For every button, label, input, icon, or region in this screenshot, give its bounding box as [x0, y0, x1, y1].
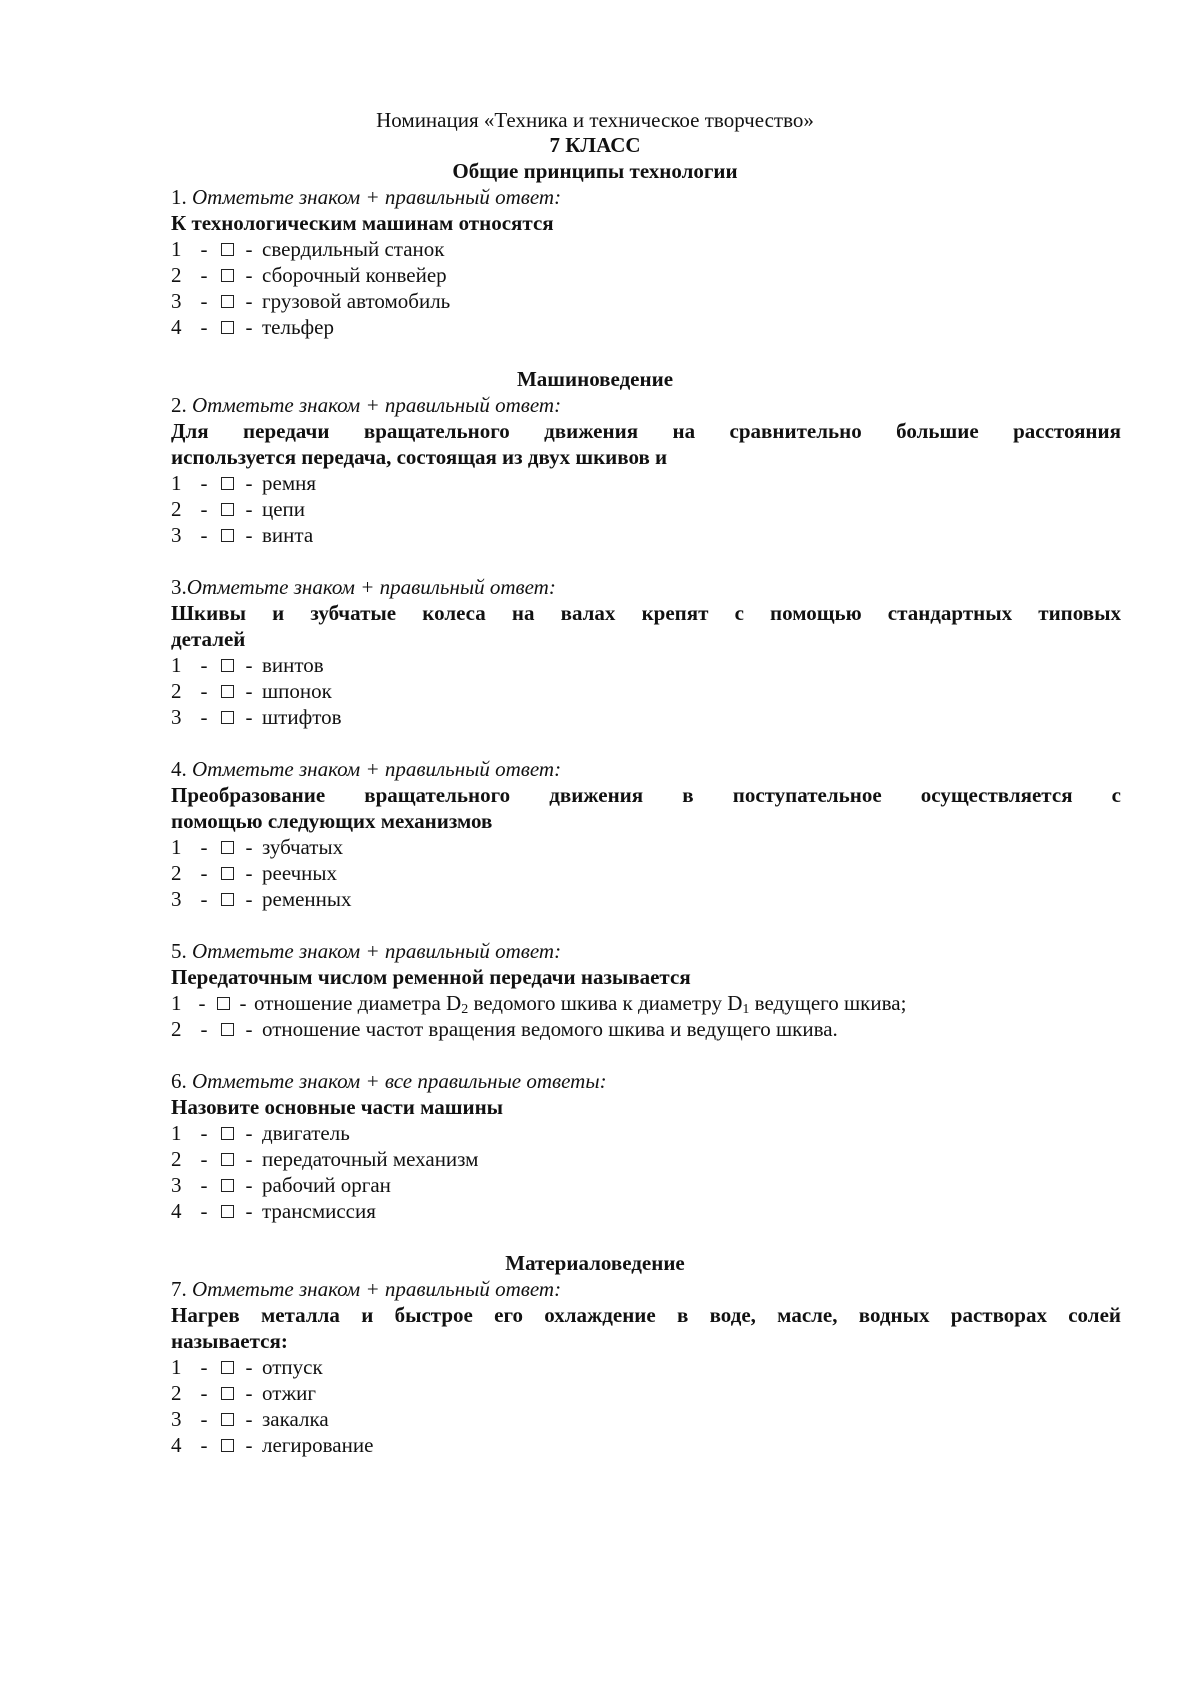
checkbox[interactable]	[217, 997, 230, 1010]
q6-option-3: 3 - - рабочий орган	[171, 1173, 391, 1197]
checkbox[interactable]	[221, 295, 234, 308]
checkbox[interactable]	[221, 1023, 234, 1036]
q1-instruction: 1. Отметьте знаком + правильный ответ:	[171, 185, 562, 209]
q3-option-3: 3 - - штифтов	[171, 705, 342, 729]
checkbox[interactable]	[221, 477, 234, 490]
q6-question: Назовите основные части машины	[171, 1095, 504, 1119]
checkbox[interactable]	[221, 1205, 234, 1218]
checkbox[interactable]	[221, 711, 234, 724]
checkbox[interactable]	[221, 503, 234, 516]
q2-option-1: 1 - - ремня	[171, 471, 317, 495]
q7-instruction: 7. Отметьте знаком + правильный ответ:	[171, 1277, 562, 1301]
q3-question-line2: деталей	[171, 627, 246, 651]
q3-option-2: 2 - - шпонок	[171, 679, 332, 703]
q1-option-1: 1 - - свердильный станок	[171, 237, 445, 261]
checkbox[interactable]	[221, 321, 234, 334]
q4-question-line1: Преобразование вращательного движения в поступательное осуществляется с	[171, 783, 1121, 807]
q1-option-4: 4 - - тельфер	[171, 315, 334, 339]
q4-option-2: 2 - - реечных	[171, 861, 338, 885]
q7-question-line2: называется:	[171, 1329, 288, 1353]
q5-question: Передаточным числом ременной передачи называется	[171, 965, 691, 989]
checkbox[interactable]	[221, 867, 234, 880]
q1-question: К технологическим машинам относятся	[171, 211, 554, 235]
q6-instruction: 6. Отметьте знаком + все правильные ответы:	[171, 1069, 607, 1093]
q6-option-4: 4 - - трансмиссия	[171, 1199, 376, 1223]
q7-option-2: 2 - - отжиг	[171, 1381, 317, 1405]
q4-question-line2: помощью следующих механизмов	[171, 809, 493, 833]
q5-option-1: 1 - - отношение диаметра $D_2$ ведомого шкива к диаметру $D_1$ ведущего шкива;	[171, 991, 907, 1017]
checkbox[interactable]	[221, 841, 234, 854]
checkbox[interactable]	[221, 685, 234, 698]
q1-option-3: 3 - - грузовой автомобиль	[171, 289, 451, 313]
nomination-title: Номинация «Техника и техническое творчество»	[376, 108, 814, 132]
checkbox[interactable]	[221, 1153, 234, 1166]
q7-option-1: 1 - - отпуск	[171, 1355, 323, 1379]
q4-option-3: 3 - - ременных	[171, 887, 352, 911]
checkbox[interactable]	[221, 1387, 234, 1400]
section-heading-machines: Машиноведение	[516, 367, 674, 391]
q5-instruction: 5. Отметьте знаком + правильный ответ:	[171, 939, 562, 963]
checkbox[interactable]	[221, 659, 234, 672]
q2-question-line2: используется передача, состоящая из двух шкивов и	[171, 445, 668, 469]
q2-option-3: 3 - - винта	[171, 523, 314, 547]
q2-question-line1: Для передачи вращательного движения на сравнительно большие расстояния	[171, 419, 1121, 443]
checkbox[interactable]	[221, 893, 234, 906]
q1-option-2: 2 - - сборочный конвейер	[171, 263, 447, 287]
checkbox[interactable]	[221, 1439, 234, 1452]
checkbox[interactable]	[221, 1413, 234, 1426]
checkbox[interactable]	[221, 1179, 234, 1192]
q3-option-1: 1 - - винтов	[171, 653, 324, 677]
section-heading-principles: Общие принципы технологии	[452, 159, 738, 183]
q7-question-line1: Нагрев металла и быстрое его охлаждение в воде, масле, водных растворах солей	[171, 1303, 1121, 1327]
q3-instruction: 3.Отметьте знаком + правильный ответ:	[171, 575, 556, 599]
q5-option-2: 2 - - отношение частот вращения ведомого шкива и ведущего шкива.	[171, 1017, 838, 1041]
checkbox[interactable]	[221, 1127, 234, 1140]
q4-instruction: 4. Отметьте знаком + правильный ответ:	[171, 757, 562, 781]
grade-heading: 7 КЛАСС	[549, 133, 641, 157]
checkbox[interactable]	[221, 529, 234, 542]
q2-option-2: 2 - - цепи	[171, 497, 306, 521]
q7-option-4: 4 - - легирование	[171, 1433, 374, 1457]
q7-option-3: 3 - - закалка	[171, 1407, 329, 1431]
checkbox[interactable]	[221, 243, 234, 256]
q2-instruction: 2. Отметьте знаком + правильный ответ:	[171, 393, 562, 417]
checkbox[interactable]	[221, 1361, 234, 1374]
section-heading-materials: Материаловедение	[505, 1251, 685, 1275]
q3-question-line1: Шкивы и зубчатые колеса на валах крепят с помощью стандартных типовых	[171, 601, 1121, 625]
checkbox[interactable]	[221, 269, 234, 282]
q6-option-2: 2 - - передаточный механизм	[171, 1147, 479, 1171]
q4-option-1: 1 - - зубчатых	[171, 835, 344, 859]
q6-option-1: 1 - - двигатель	[171, 1121, 350, 1145]
